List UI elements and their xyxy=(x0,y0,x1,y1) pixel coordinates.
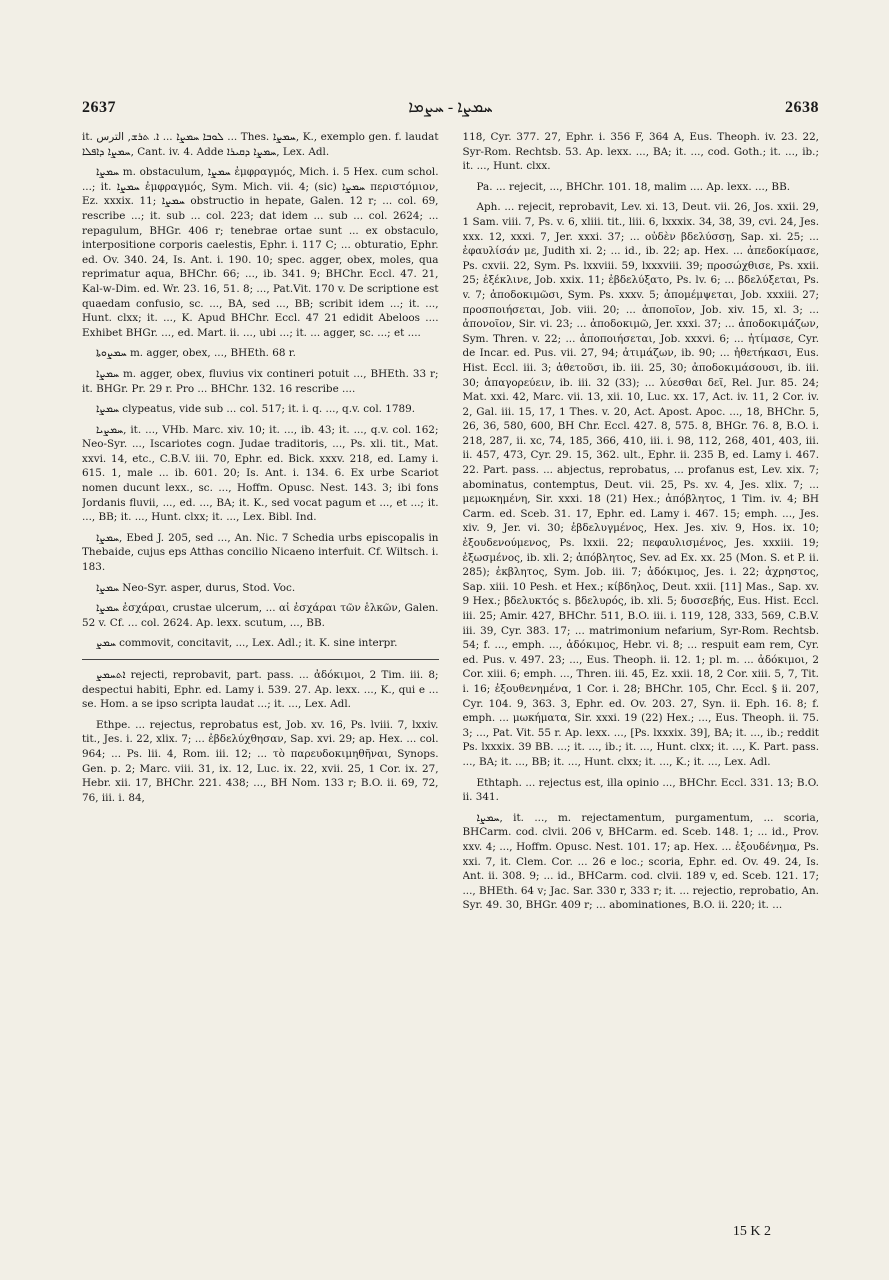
entry-paragraph: 118, Cyr. 377. 27, Ephr. i. 356 F, 364 A, Eus. Theoph. iv. 23. 22, Syr-Rom. Rechtsb. 53. Ap. lexx. ..., BA; it. ..., cod. Goth.; it. ..., ib.; it. ..., Hunt. clxx. xyxy=(462,131,819,173)
left-column xyxy=(82,130,439,1216)
entry-paragraph: Aph. ... rejecit, reprobavit, Lev. xi. 13, Deut. vii. 26, Jos. xxii. 29, 1 Sam. viii. 7, Ps. v. 6, xliii. tit., liii. 6, lxxxix. 34, 38, 39, cvi. 24, Jes. xxx. 12, xxxi. 7, Jer. xxxi. 37; ... οὐδὲν βδελύσσῃ, Sap. xi. 25; ... ἐφαυλίσάν με, Judith xi. 2; ... id., ib. 22; ap. Hex. ... ἀπεδοκίμασε, Ps. cxvii. 22, Sym. Ps. lxxviii. 59, lxxxviii. 39; προσώχθισε, Ps. xxii. 25; ἐξέκλινε, Job. xxix. 11; ἐβδελύξατο, Ps. lv. 6; ... βδελύξεται, Ps. v. 7; ἀποδοκιμῶσι, Sym. Ps. xxxv. 5; ἀπομέμψεται, Job. xxxiii. 27; προσποιήσεται, Job. viii. 20; ... ἀποποῖον, Job. xiv. 15, xl. 3; ... ἀπονοῖον, Sir. vi. 23; ... ἀποδοκιμῶ, Jer. xxxi. 37; ... ἀποδοκιμάζων, Sym. Thren. v. 22; ... ἀποποιήσεται, Job. xxxvi. 6; ... ἠτίμασε, Cyr. de Incar. ed. Pus. vii. 27, 94; ἀτιμάζων, ib. 90; ... ἠθετήκασι, Eus. Hist. Eccl. iii. 3; ἀθετοῦσι, ib. iii. 25, 30; ἀποδοκιμάσουσι, ib. iii. 30; ἀπαγορεύειν, ib. iii. 32 (33); ... λύεσθαι δεῖ, Rel. Jur. 85. 24; Mat. xxi. 42, Marc. vii. 13, xii. 10, Luc. xx. 17, Act. iv. 11, 2 Cor. iv. 2, Gal. iii. 15, 17, 1 Thes. v. 20, Act. Apost. Apoc. ..., 18, BHChr. 5, 26, 36, 580, 600, BH Chr. Eccl. 427. 8, 575. 8, BHGr. 76. 8, B.O. i. 218, 287, ii. xc, 74, 185, 366, 410, iii. i. 98, 112, 268, 401, 403, iii. ii. 457, 473, Cyr. 29. 15, 362. ult., Ephr. ii. 235 B, ed. Lamy i. 467. 22. Part. pass. ... abjectus, reprobatus, ... profanus est, Lev. xix. 7; abominatus, contemptus, Deut. vii. 25, Ps. xv. 4, Jes. xlix. 7; ... μεμωκημένη, Sir. xxxi. 18 (21) Hex.; ἀπόβλητος, 1 Tim. iv. 4; BH Carm. ed. Sceb. 31. 17, Ephr. ed. Lamy i. 467. 15; emph. ..., Jes. xiv. 9, Jer. vi. 30; ἐβδελυγμένος, Hex. Jes. xiv. 9, Hos. ix. 10; ἐξουδενούμενος, Ps. lxxii. 22; πεφαυλισμένος, Jes. xxxiii. 19; ἐξωσμένος, ib. xli. 2; ἀπόβλητος, Sev. ad Ex. xx. 25 (Mon. S. et P. ii. 285); ἐκβλητος, Sym. Job. iii. 7; ἀδόκιμος, Jes. i. 22; ἀχρηστος, Sap. xiii. 10 Pesh. et Hex.; κίβδηλος, Deut. xxii. [11] Mas., Sap. xv. 9 Hex.; βδελυκτός s. βδελυρός, ib. xli. 5; δυσσεβής, Eus. Hist. Eccl. iii. 25; Amir. 427, BHChr. 511, B.O. iii. i. 119, 128, 333, 569, C.B.V. iii. 39, Cyr. 383. 17; ... matrimonium nefarium, Syr-Rom. Rechtsb. 54; f. ..., emph. ..., ἀδόκιμος, Hebr. vi. 8; ... respuit eam rem, Cyr. ed. Pus. v. 497. 23; ..., Eus. Theoph. ii. 12. 1; pl. m. ... ἀδόκιμοι, 2 Cor. xiii. 6; emph. ..., Thren. iii. 45, Ez. xxii. 18, 2 Cor. xiii. 5, 7, Tit. i. 16; ἐξουθενημένα, 1 Cor. i. 28; BHChr. 105, Chr. Eccl. § ii. 207, Cyr. 104. 9, 363. 3, Ephr. ed. Ov. 203. 27, Syn. ii. Eph. 16. 8; f. emph. ... μωκήματα, Sir. xxxi. 19 (22) Hex.; ..., Eus. Theoph. ii. 75. 3; ..., Pat. Vit. 55 r. Ap. lexx. ..., [Ps. lxxxix. 39], BA; it. ..., ib.; reddit Ps. lxxxix. 39 BB. ...; it. ..., ib.; it. ..., Hunt. clxx; it. ..., K. Part. pass. ..., BA; it. ..., BB; it. ..., Hunt. clxx; it. ..., K.; it. ..., Lex. Adl. xyxy=(462,201,819,768)
entry-paragraph: ܚܡܨܐ m. obstaculum, ܚܡܨܐ ἐμφραγμός, Mich. i. 5 Hex. cum schol. ...; it. ܚܡܨܐ ἐμφραγμός, Sym. Mich. vii. 4; (sic) ܚܡܨܐ περιστόμιον, Ez. xxxix. 11; ܚܡܨܐ obstructio in hepate, Galen. 12 r; ... col. 69, rescribe ...; it. sub ... col. 223; dat idem ... sub ... col. 2624; ... repagulum, BHGr. 406 r; tenebrae ortae sunt ... ex obstaculo, interpositione corporis caelestis, Ephr. i. 117 C; ... obturatio, Ephr. ed. Ov. 340. 24, Is. Ant. i. 190. 10; spec. agger, obex, moles, qua reprimatur aqua, BHChr. 66; ..., ib. 341. 9; BHChr. Eccl. 47. 21, Kal-w-Dim. ed. Wr. 23. 16, 51. 8; ..., Pat.Vit. 170 v. De scriptione est quaedam confusio, sc. ..., BA, sed ..., BB; scribit idem ...; it. ..., Hunt. clxx; it. ..., K. Apud BHChr. Eccl. 47 21 edidit Abeloos .... Exhibet BHGr. ..., ed. Mart. ii. ..., ubi ...; it. ... agger, sc. ...; et .... xyxy=(82,166,439,339)
entry-paragraph: ܚܡܨܐ Neo-Syr. asper, durus, Stod. Voc. xyxy=(96,581,296,594)
signature-mark: 15 K 2 xyxy=(732,1224,771,1239)
entry-paragraph: ܐܬܚܡܨ rejecti, reprobavit, part. pass. ... ἀδόκιμοι, 2 Tim. iii. 8; despectui habiti, Ephr. ed. Lamy i. 539. 27. Ap. lexx. ..., K., qui e ... se. Hom. a se ipso scripta laudat ...; it. ..., Lex. Adl. xyxy=(82,669,439,711)
entry-paragraph: ܚܡܨܝܐ, it. ..., VHb. Marc. xiv. 10; it. ..., ib. 43; it. ..., q.v. col. 162; Neo-Syr. ..., Iscariotes cogn. Judae traditoris, ..., Ps. xli. tit., Mat. xxvi. 14, etc., C.B.V. iii. 70, Ephr. ed. Bick. xxxv. 218, ed. Lamy i. 615. 1, male ... ib. 601. 20; Is. Ant. i. 134. 6. Ex urbe Scariot nomen ducunt lexx., sc. ..., Hoffm. Opusc. Nest. 143. 3; ibi fons Jordanis fluvii, ..., ed. ..., BA; it. K., sed vocat pagum et ..., et ...; it. ..., BB; it. ..., Hunt. clxx; it. ..., Lex. Bibl. Ind. xyxy=(82,423,439,524)
entry-paragraph: ܚܡܨܐ, Ebed J. 205, sed ..., An. Nic. 7 Schedia urbs episcopalis in Thebaide, cujus eps Atthas concilio Nicaeno interfuit. Cf. Wiltsch. i. 183. xyxy=(82,531,439,574)
entry-paragraph: ܚܡܨܐ, it. ..., m. rejectamentum, purgamentum, ... scoria, BHCarm. cod. clvii. 206 v, BHCarm. ed. Sceb. 148. 1; ... id., Prov. xxv. 4; ..., Hoffm. Opusc. Nest. 101. 17; ap. Hex. ... ἐξουδένημα, Ps. xxi. 7, it. Clem. Cor. ... 26 e loc.; scoria, Ephr. ed. Ov. 49. 24, Is. Ant. ii. 308. 9; ... id., BHCarm. cod. clvii. 189 v, ed. Sceb. 121. 17; ..., BHEth. 64 v; Jac. Sar. 330 r, 333 r; it. ... rejectio, reprobatio, An. Syr. 49. 30, BHGr. 409 r; ... abominationes, B.O. ii. 220; it. ... xyxy=(462,811,819,912)
entry-paragraph: ܚܡܨܐ clypeatus, vide sub ... col. 517; it. i. q. ..., q.v. col. 1789. xyxy=(96,403,415,416)
page-number-right: 2638 xyxy=(785,99,819,116)
entry-paragraph: ܚܡܨܐ ἐσχάραι, crustae ulcerum, ... αἱ ἐσχάραι τῶν ἑλκῶν, Galen. 52 v. Cf. ... col. 2624. Ap. lexx. scutum, ..., BB. xyxy=(82,602,439,629)
page-header xyxy=(82,94,819,122)
section-divider xyxy=(82,659,439,660)
entry-paragraph: Pa. ... rejecit, ..., BHChr. 101. 18, malim .... Ap. lexx. ..., BB. xyxy=(476,180,791,193)
right-column xyxy=(463,130,820,1216)
text-columns xyxy=(82,130,819,1216)
running-title: ܚܡܨܐ - ܚܨܡܐ xyxy=(408,99,493,116)
page-number-left: 2637 xyxy=(82,99,116,116)
entry-paragraph: ܚܡܨܐ m. agger, obex, fluvius vix contineri potuit ..., BHEth. 33 r; it. BHGr. Pr. 29 r. Pro ... BHChr. 132. 16 rescribe .... xyxy=(82,367,439,395)
entry-paragraph: it. ܠܘܒܐ ܚܡܨܐ ... ܐ. ܬܪܫ, الترس ... Thes. ܚܡܨܐ, K., exemplo gen. f. laudat ܚܡܨܐ ܕܐܦܠܐ, Cant. iv. 4. Adde ܚܡܨܐ ܕܩܝܪܐ, Lex. Adl. xyxy=(82,131,439,158)
entry-paragraph: Ethpe. ... rejectus, reprobatus est, Job. xv. 16, Ps. lviii. 7, lxxiv. tit., Jes. i. 22, xlix. 7; ... ἐβδελύχθησαν, Sap. xvi. 29; ap. Hex. ... col. 964; ... Ps. lii. 4, Rom. iii. 12; ... τὸ παρευδοκιμηθῆναι, Synops. Gen. p. 2; Marc. viii. 31, ix. 12, Luc. ix. 22, xvii. 25, 1 Cor. ix. 27, Hebr. xii. 17, BHChr. 221. 438; ..., BH Nom. 133 r; B.O. ii. 69, 72, 76, iii. i. 84, xyxy=(82,718,439,804)
entry-paragraph: ܚܡܨܘܬܐ m. agger, obex, ..., BHEth. 68 r. xyxy=(96,347,296,360)
entry-paragraph: Ethtaph. ... rejectus est, illa opinio ..., BHChr. Eccl. 331. 13; B.O. ii. 341. xyxy=(462,776,819,804)
entry-paragraph: ܚܡܨ commovit, concitavit, ..., Lex. Adl.; it. K. sine interpr. xyxy=(96,637,398,650)
